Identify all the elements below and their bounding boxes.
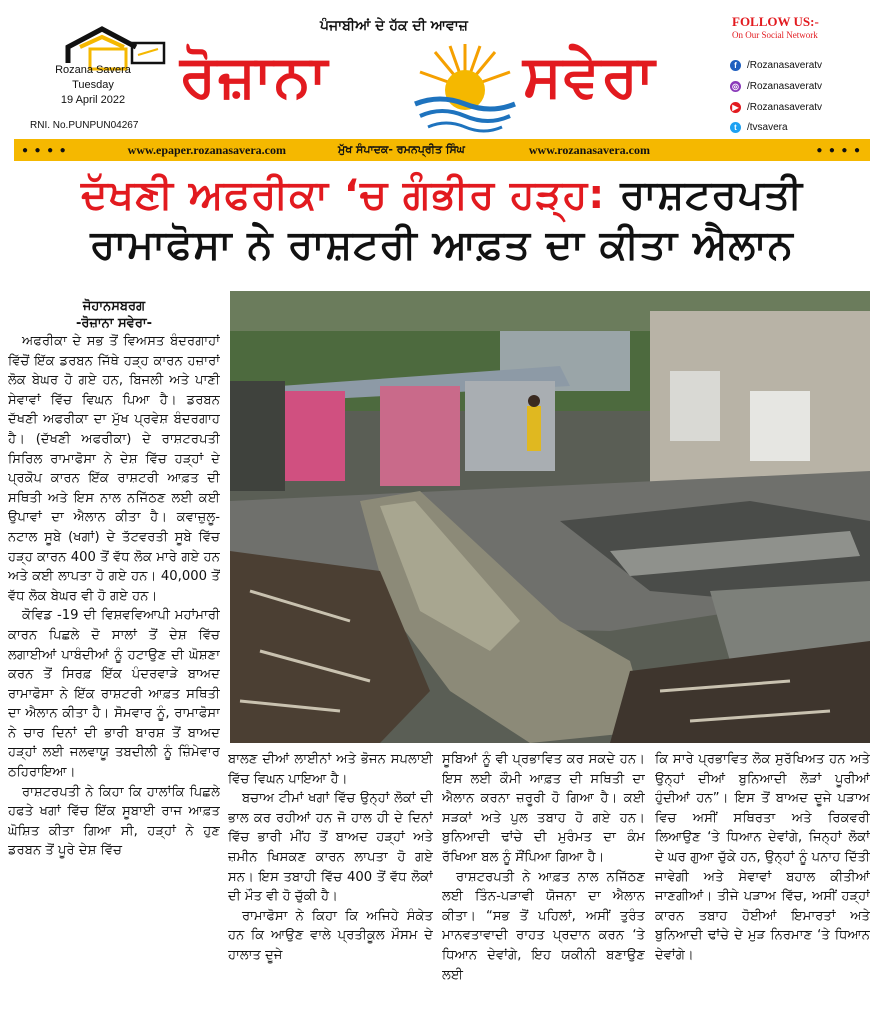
website-link[interactable]: www.rozanasavera.com <box>528 142 650 157</box>
brand-name: Rozana Savera <box>55 64 131 76</box>
sunrise-icon <box>410 38 520 133</box>
article-column-2 <box>228 750 433 1020</box>
social-handle: /tvsavera <box>747 122 788 133</box>
social-handle: /Rozanasaveratv <box>747 81 823 92</box>
social-handle: /Rozanasaveratv <box>747 102 823 113</box>
masthead-title-right: ਸਵੇਰਾ <box>523 42 657 110</box>
headline-red-part: ਦੱਖਣੀ ਅਫਰੀਕਾ ‘ਚ ਗੰਭੀਰ ਹੜ੍ਹ: <box>81 172 606 218</box>
follow-us <box>732 14 819 40</box>
headline-black-part: ਰਾਸ਼ਟਰਪਤੀ <box>605 172 803 218</box>
article-paragraph: ਰਾਸ਼ਟਰਪਤੀ ਨੇ ਕਿਹਾ ਕਿ ਹਾਲਾਂਕਿ ਪਿਛਲੇ ਹਫਤੇ ਖਗਾਂ ਵਿੱਚ ਇੱਕ ਸੂਬਾਈ ਰਾਜ ਆਫ਼ਤ ਘੋਸ਼ਿਤ ਕੀਤਾ ਗਿਆ ਸੀ, ਹੜ੍ਹਾਂ ਨੇ ਹੁਣ ਡਰਬਨ ਤੋਂ ਪੂਰੇ ਦੇਸ਼ ਵਿੱਚ <box>8 784 220 859</box>
flood-damage-photo <box>230 291 870 743</box>
dateline-city: ਜੋਹਾਨਸਬਰਗ <box>82 299 146 314</box>
epaper-link[interactable]: www.epaper.rozanasavera.com <box>127 142 286 157</box>
social-instagram[interactable] <box>730 81 822 92</box>
headline-line-2: ਰਾਮਾਫੋਸਾ ਨੇ ਰਾਸ਼ਟਰੀ ਆਫ਼ਤ ਦਾ ਕੀਤਾ ਐਲਾਨ <box>90 222 794 268</box>
article-paragraph: ਰਾਮਾਫੋਸਾ ਨੇ ਕਿਹਾ ਕਿ ਅਜਿਹੇ ਸੰਕੇਤ ਹਨ ਕਿ ਆਉਣ ਵਾਲੇ ਪ੍ਰਤੀਕੂਲ ਮੌਸਮ ਦੇ ਹਾਲਾਤ ਦੂਜੇ <box>228 908 433 963</box>
follow-heading: FOLLOW US:- <box>732 14 819 29</box>
follow-subheading: On Our Social Network <box>732 30 818 40</box>
article-column-3 <box>442 750 645 1020</box>
social-youtube[interactable] <box>730 102 822 113</box>
masthead-tagline: ਪੰਜਾਬੀਆਂ ਦੇ ਹੱਕ ਦੀ ਆਵਾਜ਼ <box>320 18 468 34</box>
instagram-icon: ◎ <box>730 81 741 92</box>
article-paragraph: ਅਫਰੀਕਾ ਦੇ ਸਭ ਤੋਂ ਵਿਅਸਤ ਬੰਦਰਗਾਹਾਂ ਵਿੱਚੋਂ ਇੱਕ ਡਰਬਨ ਜਿੱਥੇ ਹੜ੍ਹ ਕਾਰਨ ਹਜ਼ਾਰਾਂ ਲੋਕ ਬੇਘਰ ਹੋ ਗਏ ਹਨ, ਬਿਜਲੀ ਅਤੇ ਪਾਣੀ ਸੇਵਾਵਾਂ ਵਿੱਚ ਵਿਘਨ ਪਿਆ ਹੈ। ਡਰਬਨ ਦੱਖਣੀ ਅਫਰੀਕਾ ਦਾ ਮੁੱਖ ਪ੍ਰਵੇਸ਼ ਬੰਦਰਗਾਹ ਹੈ। (ਦੱਖਣੀ ਅਫਰੀਕਾ) ਦੇ ਰਾਸ਼ਟਰਪਤੀ ਸਿਰਿਲ ਰਾਮਾਫੋਸਾ ਨੇ ਦੇਸ਼ ਵਿੱਚ ਹੜ੍ਹਾਂ ਦੇ ਪ੍ਰਕੋਪ ਕਾਰਨ ਇੱਕ ਰਾਸ਼ਟਰੀ ਆਫ਼ਤ ਦੀ ਸਥਿਤੀ ਅਤੇ ਇਸ ਨਾਲ ਨਜਿੱਠਣ ਲਈ ਕਈ ਉਪਾਵਾਂ ਦਾ ਐਲਾਨ ਕੀਤਾ ਹੈ। ਕਵਾਜ਼ੁਲੂ-ਨਟਾਲ ਸੂਬੇ (ਖਗਾਂ) ਦੇ ਤੱਟਵਰਤੀ ਸੂਬੇ ਵਿੱਚ ਹੜ੍ਹ ਕਾਰਨ 400 ਤੋਂ ਵੱਧ ਲੋਕ ਮਾਰੇ ਗਏ ਹਨ ਅਤੇ ਕਈ ਲਾਪਤਾ ਹੋ ਗਏ ਹਨ। 40,000 ਤੋਂ ਵੱਧ ਲੋਕ ਬੇਘਰ ਵੀ ਹੋ ਗਏ ਹਨ। <box>8 334 220 604</box>
article-paragraph: ਰਾਸ਼ਟਰਪਤੀ ਨੇ ਆਫ਼ਤ ਨਾਲ ਨਜਿੱਠਣ ਲਈ ਤਿੰਨ-ਪੜਾਵੀ ਯੋਜਨਾ ਦਾ ਐਲਾਨ ਕੀਤਾ। “ਸਭ ਤੋਂ ਪਹਿਲਾਂ, ਅਸੀਂ ਤੁਰੰਤ ਮਾਨਵਤਾਵਾਦੀ ਰਾਹਤ ਪ੍ਰਦਾਨ ਕਰਨ ‘ਤੇ ਧਿਆਨ ਦੇਵਾਂਗੇ, ਇਹ ਯਕੀਨੀ ਬਣਾਉਣ ਲਈ <box>442 869 645 983</box>
rni-number: RNI. No.PUNPUN04267 <box>30 120 139 131</box>
article-column-1 <box>8 298 220 1018</box>
twitter-icon: t <box>730 122 741 133</box>
youtube-icon: ▶ <box>730 102 741 113</box>
issue-date: 19 April 2022 <box>60 94 126 106</box>
article-paragraph: ਸੂਬਿਆਂ ਨੂੰ ਵੀ ਪ੍ਰਭਾਵਿਤ ਕਰ ਸਕਦੇ ਹਨ। ਇਸ ਲਈ ਕੌਮੀ ਆਫ਼ਤ ਦੀ ਸਥਿਤੀ ਦਾ ਐਲਾਨ ਕਰਨਾ ਜ਼ਰੂਰੀ ਹੋ ਗਿਆ ਹੈ। ਕਈ ਸੜਕਾਂ ਅਤੇ ਪੁਲ ਤਬਾਹ ਹੋ ਗਏ ਹਨ। ਬੁਨਿਆਦੀ ਢਾਂਚੇ ਦੀ ਮੁਰੰਮਤ ਦਾ ਕੰਮ ਰੱਖਿਆ ਬਲ ਨੂੰ ਸੌਂਪਿਆ ਗਿਆ ਹੈ। <box>442 752 645 865</box>
article-paragraph: ਬਚਾਅ ਟੀਮਾਂ ਖਗਾਂ ਵਿੱਚ ਉਨ੍ਹਾਂ ਲੋਕਾਂ ਦੀ ਭਾਲ ਕਰ ਰਹੀਆਂ ਹਨ ਜੋ ਹਾਲ ਹੀ ਦੇ ਦਿਨਾਂ ਵਿੱਚ ਭਾਰੀ ਮੀਂਹ ਤੋਂ ਬਾਅਦ ਹੜ੍ਹਾਂ ਅਤੇ ਜ਼ਮੀਨ ਖਿਸਕਣ ਕਾਰਨ ਲਾਪਤਾ ਹੋ ਗਏ ਸਨ। ਇਸ ਤਬਾਹੀ ਵਿੱਚ 400 ਤੋਂ ਵੱਧ ਲੋਕਾਂ ਦੀ ਮੌਤ ਵੀ ਹੋ ਚੁੱਕੀ ਹੈ। <box>228 791 433 905</box>
social-handle: /Rozanasaveratv <box>747 60 823 71</box>
strip-dots-right: ● ● ● ● <box>816 144 862 156</box>
issue-day: Tuesday <box>72 79 114 91</box>
social-facebook[interactable] <box>730 60 822 71</box>
article-paragraph: ਬਾਲਣ ਦੀਆਂ ਲਾਈਨਾਂ ਅਤੇ ਭੋਜਨ ਸਪਲਾਈ ਵਿੱਚ ਵਿਘਨ ਪਾਇਆ ਹੈ। <box>228 752 433 787</box>
article-paragraph: ਕਿ ਸਾਰੇ ਪ੍ਰਭਾਵਿਤ ਲੋਕ ਸੁਰੱਖਿਅਤ ਹਨ ਅਤੇ ਉਨ੍ਹਾਂ ਦੀਆਂ ਬੁਨਿਆਦੀ ਲੋੜਾਂ ਪੂਰੀਆਂ ਹੁੰਦੀਆਂ ਹਨ”। ਇਸ ਤੋਂ ਬਾਅਦ ਦੂਜੇ ਪੜਾਅ ਵਿਚ ਅਸੀਂ ਸਥਿਰਤਾ ਅਤੇ ਰਿਕਵਰੀ ਲਿਆਉਣ ‘ਤੇ ਧਿਆਨ ਦੇਵਾਂਗੇ, ਜਿਨ੍ਹਾਂ ਲੋਕਾਂ ਦੇ ਘਰ ਗੁਆ ਚੁੱਕੇ ਹਨ, ਉਨ੍ਹਾਂ ਨੂੰ ਪਨਾਹ ਦਿੱਤੀ ਜਾਵੇਗੀ ਅਤੇ ਸੇਵਾਵਾਂ ਬਹਾਲ ਕੀਤੀਆਂ ਜਾਣਗੀਆਂ। ਤੀਜੇ ਪੜਾਅ ਵਿੱਚ, ਅਸੀਂ ਹੜ੍ਹਾਂ ਕਾਰਨ ਤਬਾਹ ਹੋਈਆਂ ਇਮਾਰਤਾਂ ਅਤੇ ਬੁਨਿਆਦੀ ਢਾਂਚੇ ਦੇ ਮੁੜ ਨਿਰਮਾਣ ‘ਤੇ ਧਿਆਨ ਦੇਵਾਂਗੇ। <box>655 752 870 963</box>
headline-line-1 <box>14 172 870 218</box>
article-column-4 <box>655 750 870 1020</box>
dateline-source: -ਰੋਜ਼ਾਨਾ ਸਵੇਰਾ- <box>76 316 152 331</box>
strip-dots-left: ● ● ● ● <box>22 144 68 156</box>
facebook-icon: f <box>730 60 741 71</box>
masthead-title-left: ਰੋਜ਼ਾਨਾ <box>180 42 330 110</box>
brand-info <box>34 63 152 108</box>
chief-editor: ਮੁੱਖ ਸੰਪਾਦਕ- ਰਮਨਪ੍ਰੀਤ ਸਿੰਘ <box>338 143 465 156</box>
info-strip <box>14 139 870 161</box>
social-twitter[interactable] <box>730 122 788 133</box>
article-paragraph: ਕੋਵਿਡ -19 ਦੀ ਵਿਸ਼ਵਵਿਆਪੀ ਮਹਾਂਮਾਰੀ ਕਾਰਨ ਪਿਛਲੇ ਦੋ ਸਾਲਾਂ ਤੋਂ ਦੇਸ਼ ਵਿੱਚ ਲਗਾਈਆਂ ਪਾਬੰਦੀਆਂ ਨੂੰ ਹਟਾਉਣ ਦੀ ਘੋਸ਼ਣਾ ਕਰਨ ਤੋਂ ਸਿਰਫ਼ ਇੱਕ ਪੰਦਰਵਾੜੇ ਬਾਅਦ ਰਾਮਾਫੋਸਾ ਨੇ ਇੱਕ ਰਾਸ਼ਟਰੀ ਆਫ਼ਤ ਸਥਿਤੀ ਦਾ ਐਲਾਨ ਕੀਤਾ ਹੈ। ਸੋਮਵਾਰ ਨੂੰ, ਰਾਮਾਫੋਸਾ ਨੇ ਚਾਰ ਦਿਨਾਂ ਦੀ ਭਾਰੀ ਬਾਰਸ਼ ਤੋਂ ਬਾਅਦ ਹੜ੍ਹਾਂ ਲਈ ਜਲਵਾਯੂ ਤਬਦੀਲੀ ਨੂੰ ਜ਼ਿੰਮੇਵਾਰ ਠਹਿਰਾਇਆ। <box>8 608 220 781</box>
